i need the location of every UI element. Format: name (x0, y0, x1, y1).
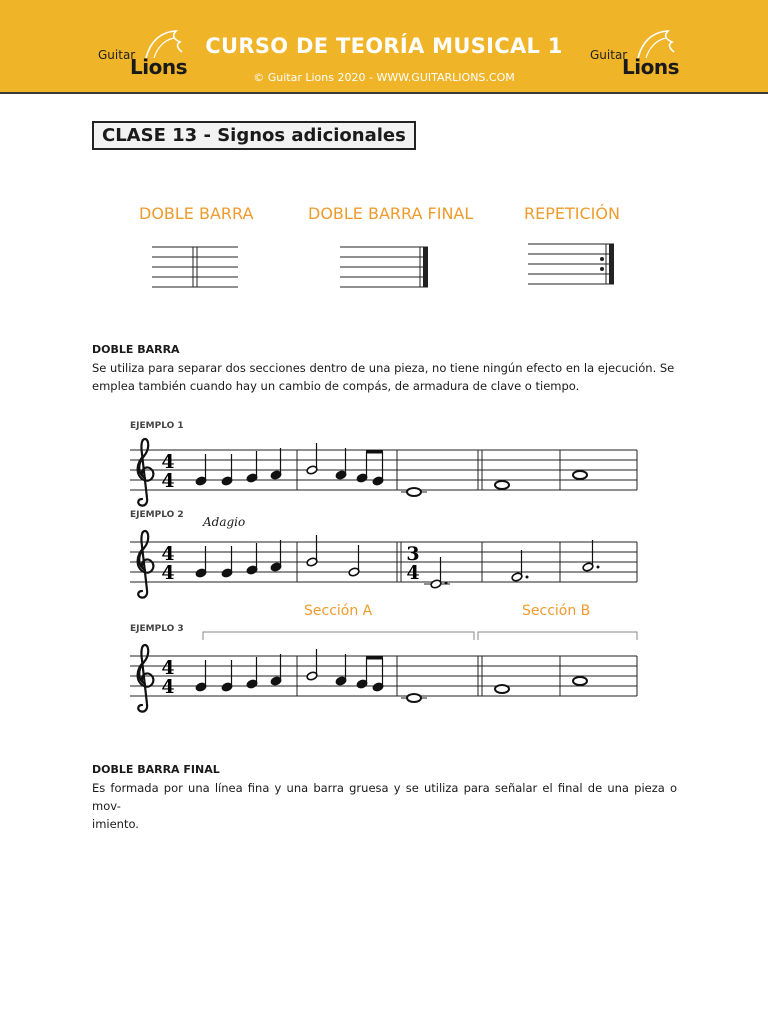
section-paragraph-doble-barra (92, 359, 677, 395)
section-paragraph-doble-barra-final (92, 779, 677, 833)
lesson-title: CLASE 13 - Signos adicionales (92, 121, 416, 150)
section-b-label: Sección B (522, 603, 591, 619)
logo-big-text: Lions (622, 55, 679, 79)
logo-small-text: Guitar (590, 48, 628, 62)
symbols-figure (0, 240, 768, 292)
section-a-label: Sección A (304, 603, 373, 619)
header-banner (0, 0, 768, 94)
time-signature-change-numerator: 3 (406, 543, 420, 565)
tempo-marking: Adagio (203, 515, 246, 529)
time-signature-denominator: 4 (161, 562, 175, 584)
header-subtitle: © Guitar Lions 2020 - WWW.GUITARLIONS.COM (253, 71, 515, 84)
guitar-lions-logo-right (584, 28, 684, 78)
symbol-label-repeticion: REPETICIÓN (524, 204, 620, 223)
paragraph-line: Se utiliza para separar dos secciones dentro de una pieza, no tiene ningún efecto en la ejecución. Se (92, 361, 675, 375)
time-signature-numerator: 4 (161, 543, 175, 565)
logo-big-text: Lions (130, 55, 187, 79)
doble-barra-symbol (152, 247, 238, 287)
time-signature-denominator: 4 (161, 470, 175, 492)
time-signature-denominator: 4 (161, 676, 175, 698)
music-staff-example-1 (0, 430, 768, 510)
example-label-2: EJEMPLO 2 (130, 510, 184, 520)
symbol-label-doble-barra-final: DOBLE BARRA FINAL (308, 204, 474, 223)
paragraph-line: imiento. (92, 817, 139, 831)
time-signature-numerator: 4 (161, 657, 175, 679)
repeticion-symbol (528, 244, 614, 284)
example-label-3: EJEMPLO 3 (130, 624, 184, 634)
doble-barra-final-symbol (340, 247, 428, 287)
section-heading-doble-barra-final: DOBLE BARRA FINAL (92, 763, 220, 776)
music-staff-example-2 (0, 522, 768, 602)
header-title: CURSO DE TEORÍA MUSICAL 1 (205, 34, 563, 58)
example-label-1: EJEMPLO 1 (130, 421, 184, 431)
section-heading-doble-barra: DOBLE BARRA (92, 343, 180, 356)
logo-small-text: Guitar (98, 48, 136, 62)
time-signature-change-denominator: 4 (406, 562, 420, 584)
time-signature-numerator: 4 (161, 451, 175, 473)
paragraph-line: Es formada por una línea fina y una barra gruesa y se utiliza para señalar el final de una pieza o mov- (92, 781, 677, 813)
music-staff-example-3 (0, 636, 768, 716)
paragraph-line: emplea también cuando hay un cambio de compás, de armadura de clave o tiempo. (92, 379, 580, 393)
symbol-label-doble-barra: DOBLE BARRA (139, 204, 254, 223)
